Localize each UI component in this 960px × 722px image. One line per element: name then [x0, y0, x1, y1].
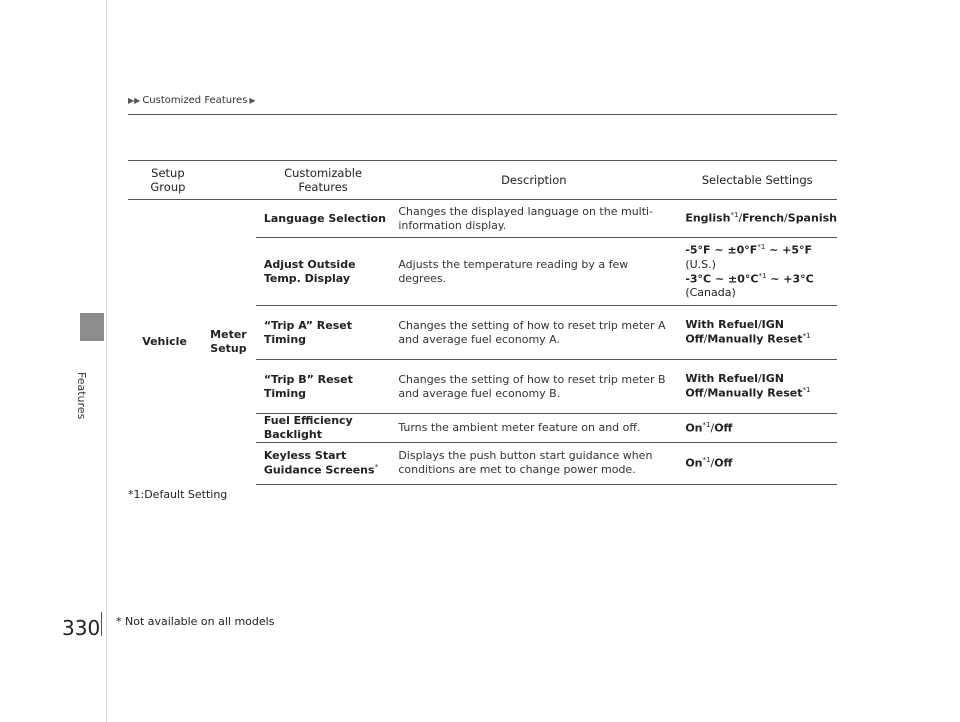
setup-group-meter-setup: Meter Setup: [210, 328, 247, 355]
feature-name: Adjust Outside Temp. Display: [256, 238, 391, 306]
table-row: [128, 200, 837, 238]
feature-description: Changes the setting of how to reset trip meter A and average fuel economy A.: [390, 306, 677, 360]
table-header-row: [128, 161, 837, 200]
footnote: *1:Default Setting: [128, 488, 228, 501]
selectable-settings: -5°F ~ $\pm 0^\circ F^{*1}$ ~ +5°F (U.S.) -3°C ~ $\pm 0^\circ C^{*1}$ ~ +3°C (Canada): [677, 238, 837, 306]
feature-name: Fuel Efficiency Backlight: [256, 414, 391, 443]
header-rule: [128, 114, 837, 115]
feature-description: Changes the setting of how to reset trip meter B and average fuel economy B.: [390, 360, 677, 414]
feature-name: “Trip A” Reset Timing: [256, 306, 391, 360]
breadcrumb[interactable]: [128, 95, 255, 106]
feature-description: Changes the displayed language on the multi-information display.: [390, 200, 677, 238]
header-description: Description: [390, 161, 677, 200]
feature-description: Adjusts the temperature reading by a few degrees.: [390, 238, 677, 306]
header-customizable-features: Customizable Features: [256, 161, 391, 200]
selectable-settings: On$^{*1}$/Off: [677, 442, 837, 484]
breadcrumb-title[interactable]: Customized Features: [142, 95, 248, 106]
feature-description: Displays the push button start guidance when conditions are met to change power mode.: [390, 442, 677, 484]
header-setup-group: Setup Group: [128, 161, 256, 200]
side-rule: [106, 0, 107, 722]
selectable-settings: On$^{*1}$/Off: [677, 414, 837, 443]
section-label: Features: [75, 372, 88, 420]
customizable-features-table: [128, 160, 837, 485]
feature-name: Language Selection: [256, 200, 391, 238]
feature-name: Keyless Start Guidance Screens*: [256, 442, 391, 484]
breadcrumb-arrow-icon: ▶: [249, 96, 256, 105]
section-tab: [80, 313, 104, 341]
selectable-settings: English$^{*1}$/French/Spanish: [677, 200, 837, 238]
setup-group-vehicle: Vehicle: [142, 335, 187, 349]
feature-description: Turns the ambient meter feature on and off.: [390, 414, 677, 443]
breadcrumb-arrow-icon: ▶▶: [128, 96, 141, 105]
page-number-rule: [101, 612, 102, 636]
selectable-settings: With Refuel/IGN Off/Manually Reset$^{*1}$: [677, 306, 837, 360]
selectable-settings: With Refuel/IGN Off/Manually Reset$^{*1}$: [677, 360, 837, 414]
feature-name: “Trip B” Reset Timing: [256, 360, 391, 414]
model-availability-note: * Not available on all models: [116, 615, 275, 628]
page-number: 330: [62, 616, 101, 640]
header-selectable-settings: Selectable Settings: [677, 161, 837, 200]
